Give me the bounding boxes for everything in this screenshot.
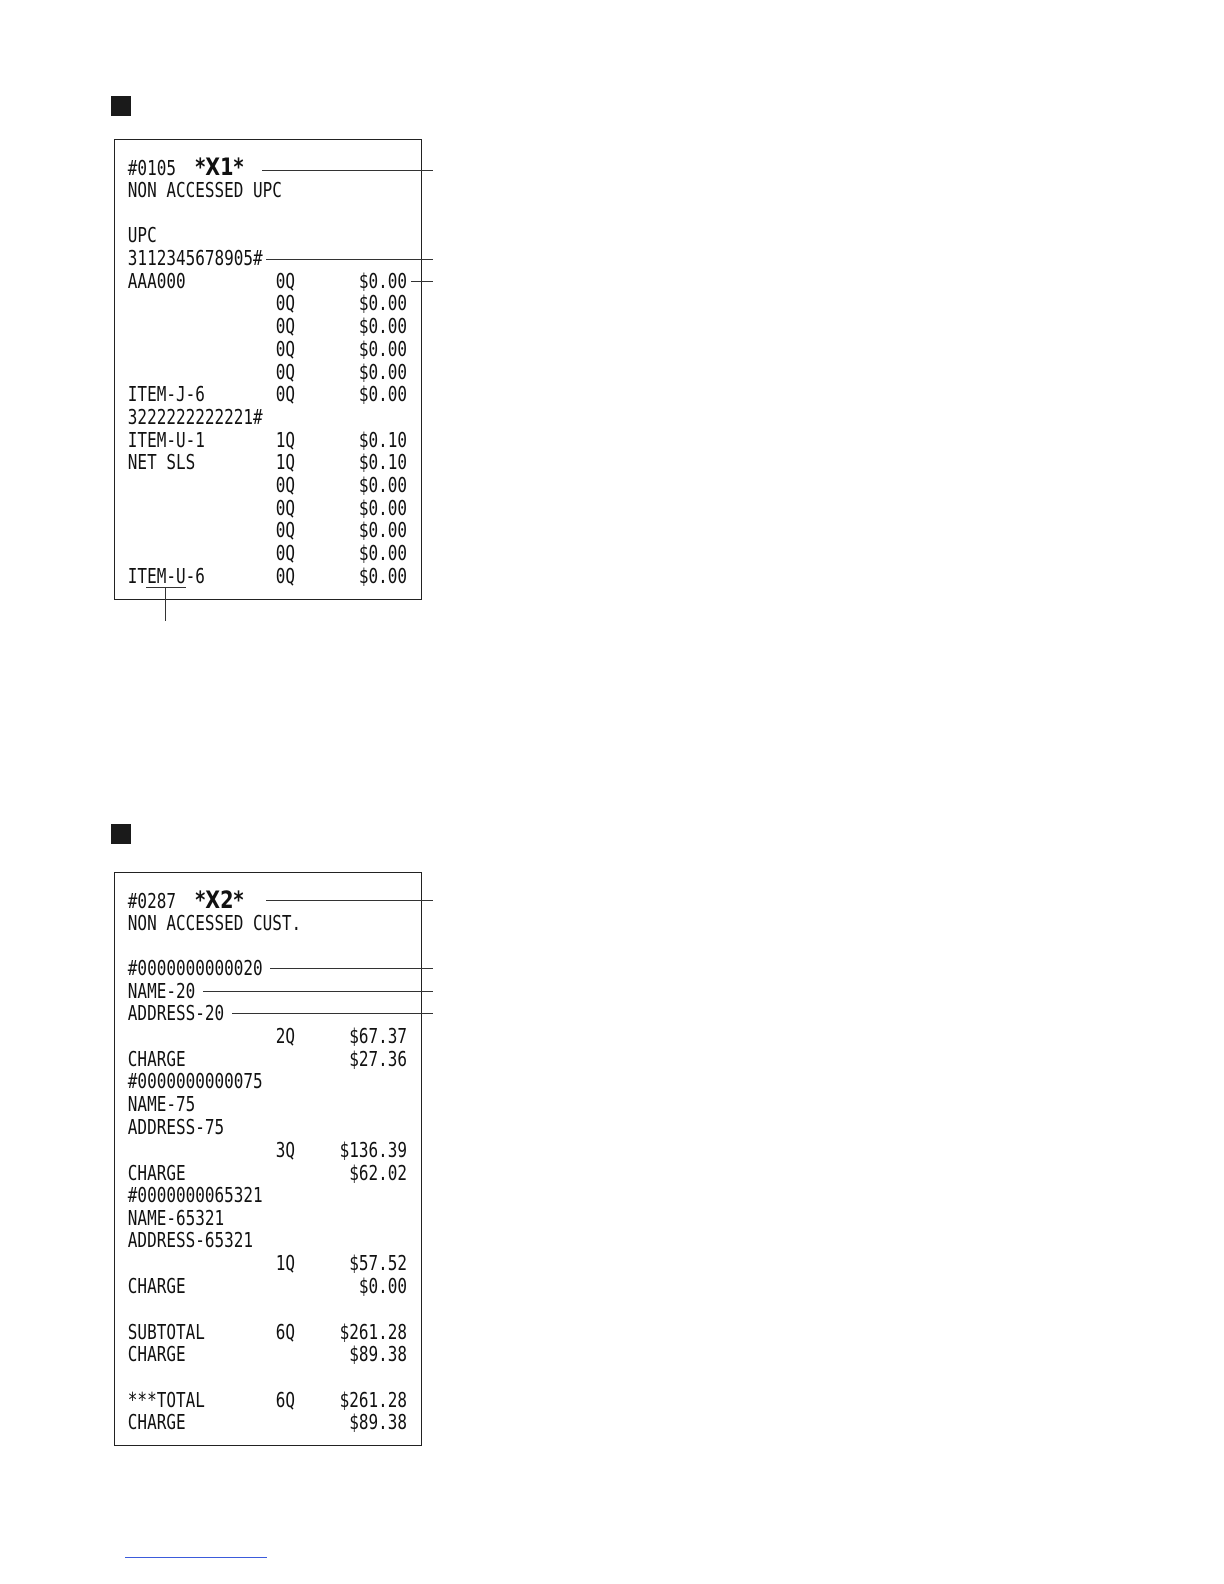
receipt-x2 bbox=[114, 872, 422, 1446]
report-subtitle: NON ACCESSED CUST. bbox=[127, 911, 302, 935]
receipt-row bbox=[115, 359, 407, 384]
receipt-row bbox=[115, 427, 407, 452]
item-name: AAA000 bbox=[127, 268, 186, 293]
item-qty: 1Q bbox=[275, 427, 296, 452]
item-amount: $0.00 bbox=[358, 268, 407, 293]
receipt-row bbox=[115, 1116, 360, 1139]
report-subtitle: NON ACCESSED UPC bbox=[127, 178, 282, 202]
item-name: 3222222222221# bbox=[127, 404, 263, 429]
receipt-row bbox=[115, 1251, 407, 1275]
item-name: CHARGE bbox=[127, 1410, 186, 1434]
receipt-row bbox=[115, 382, 407, 407]
item-amount: $0.00 bbox=[358, 563, 407, 588]
callout-line-title bbox=[266, 900, 433, 901]
item-qty: 6Q bbox=[275, 1388, 296, 1412]
receipt-row bbox=[115, 563, 407, 588]
receipt-row bbox=[115, 473, 407, 497]
callout-line-item-vertical bbox=[165, 587, 166, 621]
item-qty: 0Q bbox=[275, 495, 296, 520]
item-amount: $89.38 bbox=[349, 1410, 407, 1434]
receipt-row bbox=[115, 1070, 360, 1093]
item-name: NET SLS bbox=[127, 450, 196, 475]
receipt-row bbox=[115, 314, 407, 339]
item-name: ADDRESS-75 bbox=[127, 1115, 225, 1139]
receipt-row bbox=[115, 1184, 360, 1207]
item-amount: $57.52 bbox=[349, 1251, 407, 1275]
receipt-row bbox=[115, 406, 360, 429]
item-amount: $67.37 bbox=[349, 1024, 407, 1048]
item-qty: 1Q bbox=[275, 1251, 296, 1275]
item-qty: 0Q bbox=[275, 382, 296, 407]
report-number: #0105 bbox=[127, 156, 176, 180]
receipt-row bbox=[115, 291, 407, 316]
receipt-row bbox=[115, 1342, 407, 1366]
receipt-row bbox=[115, 1024, 407, 1048]
item-amount: $62.02 bbox=[349, 1161, 407, 1185]
receipt-row bbox=[115, 1207, 360, 1230]
receipt-row bbox=[115, 1410, 407, 1434]
item-name: NAME-65321 bbox=[127, 1206, 225, 1230]
item-name: ITEM-U-6 bbox=[127, 563, 205, 588]
item-qty: 0Q bbox=[275, 518, 296, 543]
item-qty: 0Q bbox=[275, 314, 296, 339]
receipt-row bbox=[115, 541, 407, 566]
report-title: *X2* bbox=[195, 886, 244, 914]
item-name: ADDRESS-65321 bbox=[127, 1228, 254, 1252]
report-number: #0287 bbox=[127, 889, 176, 913]
item-amount: $27.36 bbox=[349, 1047, 407, 1071]
item-name: #0000000000075 bbox=[127, 1069, 263, 1093]
callout-line-address bbox=[232, 1013, 433, 1014]
item-name: ADDRESS-20 bbox=[127, 1001, 225, 1025]
item-qty: 6Q bbox=[275, 1320, 296, 1344]
callout-line-amount bbox=[411, 281, 433, 282]
item-amount: $0.00 bbox=[358, 291, 407, 316]
receipt-row bbox=[115, 268, 407, 293]
item-name: CHARGE bbox=[127, 1047, 186, 1071]
callout-line-title bbox=[262, 170, 433, 171]
item-qty: 0Q bbox=[275, 336, 296, 361]
receipt-row bbox=[115, 1320, 407, 1344]
item-amount: $0.00 bbox=[358, 473, 407, 497]
item-amount: $0.10 bbox=[358, 450, 407, 475]
item-qty: 0Q bbox=[275, 563, 296, 588]
item-amount: $0.00 bbox=[358, 495, 407, 520]
receipt-row bbox=[115, 1274, 407, 1298]
callout-line-item-underline bbox=[146, 587, 186, 588]
item-name: 3112345678905# bbox=[127, 246, 263, 270]
item-amount: $136.39 bbox=[339, 1138, 407, 1162]
item-qty: 3Q bbox=[275, 1138, 296, 1162]
item-qty: 0Q bbox=[275, 291, 296, 316]
item-amount: $0.10 bbox=[358, 427, 407, 452]
item-amount: $89.38 bbox=[349, 1342, 407, 1366]
item-amount: $0.00 bbox=[358, 518, 407, 543]
receipt-row bbox=[115, 1388, 407, 1412]
item-qty: 0Q bbox=[275, 268, 296, 293]
item-qty: 0Q bbox=[275, 359, 296, 384]
item-name: #0000000065321 bbox=[127, 1183, 263, 1207]
item-name: CHARGE bbox=[127, 1161, 186, 1185]
receipt-row bbox=[115, 1093, 360, 1116]
item-name: #0000000000020 bbox=[127, 956, 263, 980]
item-amount: $0.00 bbox=[358, 541, 407, 566]
item-amount: $261.28 bbox=[339, 1320, 407, 1344]
item-name: ***TOTAL bbox=[127, 1388, 205, 1412]
receipt-header bbox=[115, 153, 360, 181]
item-name: ITEM-U-1 bbox=[127, 427, 205, 452]
footer-link-underline[interactable] bbox=[125, 1557, 267, 1558]
item-amount: $0.00 bbox=[358, 359, 407, 384]
receipt-row bbox=[115, 495, 407, 520]
receipt-row bbox=[115, 336, 407, 361]
section-marker-x2 bbox=[111, 824, 131, 844]
section-label: UPC bbox=[127, 223, 157, 247]
receipt-row bbox=[115, 518, 407, 543]
callout-line-upc bbox=[266, 259, 433, 260]
item-qty: 0Q bbox=[275, 541, 296, 566]
receipt-row bbox=[115, 1138, 407, 1162]
receipt-row bbox=[115, 1161, 407, 1185]
receipt-x1 bbox=[114, 139, 422, 600]
receipt-row bbox=[115, 1229, 360, 1252]
item-amount: $261.28 bbox=[339, 1388, 407, 1412]
section-marker-x1 bbox=[111, 96, 131, 116]
receipt-row bbox=[115, 450, 407, 475]
item-amount: $0.00 bbox=[358, 382, 407, 407]
item-name: NAME-75 bbox=[127, 1092, 196, 1116]
callout-line-customer-code bbox=[270, 968, 433, 969]
item-name: ITEM-J-6 bbox=[127, 382, 205, 407]
item-qty: 2Q bbox=[275, 1024, 296, 1048]
receipt-row bbox=[115, 1047, 407, 1071]
item-name: SUBTOTAL bbox=[127, 1320, 205, 1344]
item-name: NAME-20 bbox=[127, 979, 196, 1003]
item-qty: 1Q bbox=[275, 450, 296, 475]
item-amount: $0.00 bbox=[358, 336, 407, 361]
item-amount: $0.00 bbox=[358, 1274, 407, 1298]
item-name: CHARGE bbox=[127, 1274, 186, 1298]
item-name: CHARGE bbox=[127, 1342, 186, 1366]
report-title: *X1* bbox=[195, 153, 244, 181]
item-amount: $0.00 bbox=[358, 314, 407, 339]
item-qty: 0Q bbox=[275, 473, 296, 497]
callout-line-name bbox=[203, 991, 433, 992]
